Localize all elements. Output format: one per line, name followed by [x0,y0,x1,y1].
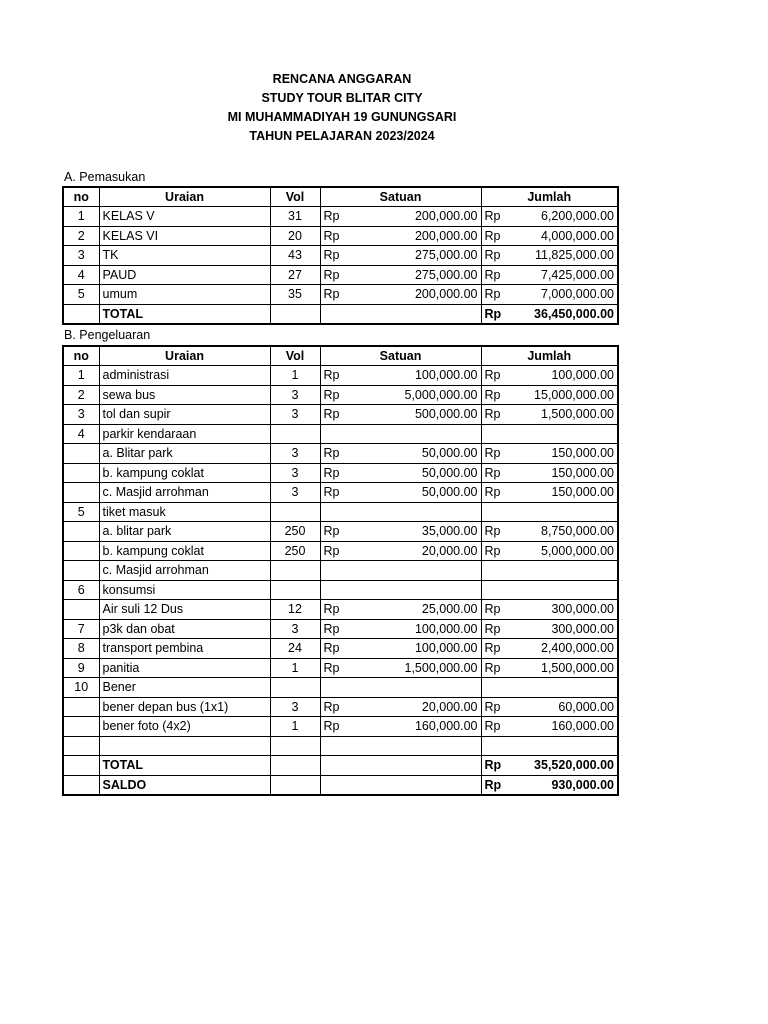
cell-uraian: bener depan bus (1x1) [99,697,270,717]
cell-satuan-currency: Rp [320,385,358,405]
cell-satuan: 50,000.00 [358,444,481,464]
cell-jumlah-currency: Rp [481,697,517,717]
cell-satuan-currency [320,502,358,522]
cell-jumlah-currency: Rp [481,366,517,386]
cell-jumlah-currency: Rp [481,658,517,678]
cell-jumlah: 60,000.00 [517,697,618,717]
table-row [63,483,618,503]
table-row [63,600,618,620]
cell-satuan-currency: Rp [320,463,358,483]
cell-vol [270,736,320,756]
cell-jumlah-currency: Rp [481,226,517,246]
cell-jumlah-currency: Rp [481,619,517,639]
cell-no [63,756,99,776]
cell-no: 4 [63,265,99,285]
cell-no: 2 [63,226,99,246]
cell-no: 6 [63,580,99,600]
section-label-pengeluaran: B. Pengeluaran [64,328,151,342]
cell-vol [270,502,320,522]
cell-uraian: tol dan supir [99,405,270,425]
cell-satuan: 100,000.00 [358,619,481,639]
pemasukan-table [62,186,619,325]
table-row [63,697,618,717]
table-row [63,424,618,444]
cell-satuan-currency: Rp [320,600,358,620]
cell-no [63,444,99,464]
col-header-jumlah: Jumlah [481,187,618,207]
cell-satuan-currency [320,736,358,756]
cell-satuan-currency: Rp [320,285,358,305]
title-line-4: TAHUN PELAJARAN 2023/2024 [249,129,435,143]
cell-uraian: transport pembina [99,639,270,659]
cell-jumlah: 7,000,000.00 [517,285,618,305]
cell-jumlah-currency: Rp [481,246,517,266]
cell-jumlah: 1,500,000.00 [517,658,618,678]
table-row [63,658,618,678]
cell-vol: 27 [270,265,320,285]
cell-satuan [320,304,481,324]
cell-uraian: p3k dan obat [99,619,270,639]
cell-jumlah: 160,000.00 [517,717,618,737]
pengeluaran-total-row [63,756,618,776]
cell-vol [270,580,320,600]
title-line-1: RENCANA ANGGARAN [272,72,412,86]
cell-jumlah-currency: Rp [481,385,517,405]
cell-satuan [358,580,481,600]
cell-no [63,600,99,620]
col-header-no: no [63,346,99,366]
cell-jumlah-currency [481,580,517,600]
cell-jumlah-currency: Rp [481,522,517,542]
cell-satuan-currency [320,678,358,698]
cell-satuan-currency: Rp [320,246,358,266]
cell-uraian: KELAS VI [99,226,270,246]
table-row [63,502,618,522]
cell-no: 5 [63,285,99,305]
cell-no: 9 [63,658,99,678]
pemasukan-total-row [63,304,618,324]
cell-satuan-currency: Rp [320,366,358,386]
cell-vol [270,304,320,324]
cell-no: 3 [63,405,99,425]
cell-jumlah-currency: Rp [481,463,517,483]
cell-vol: 3 [270,697,320,717]
document-title-block [0,70,684,146]
cell-jumlah: 15,000,000.00 [517,385,618,405]
cell-satuan [320,775,481,795]
cell-vol: 31 [270,207,320,227]
saldo-row [63,775,618,795]
total-currency: Rp [481,304,517,324]
cell-satuan-currency: Rp [320,226,358,246]
cell-satuan: 200,000.00 [358,285,481,305]
cell-no [63,561,99,581]
cell-jumlah-currency [481,678,517,698]
cell-satuan: 20,000.00 [358,697,481,717]
cell-satuan-currency: Rp [320,619,358,639]
saldo-label: SALDO [99,775,270,795]
cell-satuan: 35,000.00 [358,522,481,542]
cell-jumlah: 150,000.00 [517,444,618,464]
cell-jumlah-currency [481,561,517,581]
table-row [63,366,618,386]
cell-satuan-currency: Rp [320,522,358,542]
cell-uraian: parkir kendaraan [99,424,270,444]
cell-uraian: panitia [99,658,270,678]
cell-vol: 3 [270,483,320,503]
table-row [63,678,618,698]
cell-uraian: administrasi [99,366,270,386]
cell-satuan-currency: Rp [320,405,358,425]
cell-uraian: a. blitar park [99,522,270,542]
cell-jumlah-currency [481,424,517,444]
total-label: TOTAL [99,304,270,324]
cell-satuan-currency [320,580,358,600]
cell-vol: 20 [270,226,320,246]
cell-uraian: KELAS V [99,207,270,227]
cell-satuan [358,561,481,581]
title-line-3: MI MUHAMMADIYAH 19 GUNUNGSARI [227,110,457,124]
table-row [63,717,618,737]
cell-satuan: 50,000.00 [358,483,481,503]
cell-jumlah: 11,825,000.00 [517,246,618,266]
cell-satuan-currency: Rp [320,717,358,737]
cell-vol: 250 [270,541,320,561]
cell-jumlah [517,502,618,522]
cell-satuan: 200,000.00 [358,207,481,227]
cell-uraian: c. Masjid arrohman [99,483,270,503]
cell-satuan-currency: Rp [320,483,358,503]
cell-jumlah: 300,000.00 [517,619,618,639]
cell-no [63,463,99,483]
cell-jumlah: 150,000.00 [517,483,618,503]
cell-uraian: tiket masuk [99,502,270,522]
cell-satuan: 5,000,000.00 [358,385,481,405]
pemasukan-header-row [63,187,618,207]
cell-uraian [99,736,270,756]
cell-uraian: sewa bus [99,385,270,405]
cell-satuan-currency [320,424,358,444]
cell-jumlah: 4,000,000.00 [517,226,618,246]
cell-satuan: 20,000.00 [358,541,481,561]
col-header-uraian: Uraian [99,187,270,207]
cell-vol [270,775,320,795]
pengeluaran-table [62,345,619,796]
cell-uraian: a. Blitar park [99,444,270,464]
cell-vol: 35 [270,285,320,305]
table-row [63,522,618,542]
cell-satuan: 1,500,000.00 [358,658,481,678]
cell-satuan [358,424,481,444]
cell-jumlah: 150,000.00 [517,463,618,483]
cell-jumlah: 6,200,000.00 [517,207,618,227]
cell-satuan: 275,000.00 [358,246,481,266]
cell-uraian: b. kampung coklat [99,541,270,561]
col-header-no: no [63,187,99,207]
col-header-jumlah: Jumlah [481,346,618,366]
cell-uraian: PAUD [99,265,270,285]
cell-vol: 12 [270,600,320,620]
table-row [63,580,618,600]
table-row [63,541,618,561]
col-header-satuan: Satuan [320,346,481,366]
table-row [63,405,618,425]
cell-no [63,522,99,542]
cell-jumlah-currency: Rp [481,285,517,305]
cell-no: 1 [63,207,99,227]
cell-satuan-currency: Rp [320,658,358,678]
cell-satuan-currency [320,561,358,581]
cell-vol [270,424,320,444]
pengeluaran-header-row [63,346,618,366]
cell-satuan [358,736,481,756]
cell-uraian: Bener [99,678,270,698]
table-row [63,619,618,639]
table-row [63,463,618,483]
total-amount: 35,520,000.00 [517,756,618,776]
cell-satuan [320,756,481,776]
cell-no [63,697,99,717]
cell-jumlah: 1,500,000.00 [517,405,618,425]
total-amount: 36,450,000.00 [517,304,618,324]
section-label-pemasukan: A. Pemasukan [64,170,146,184]
cell-satuan: 275,000.00 [358,265,481,285]
cell-no: 4 [63,424,99,444]
cell-no [63,775,99,795]
table-row [63,207,618,227]
col-header-satuan: Satuan [320,187,481,207]
cell-no: 10 [63,678,99,698]
cell-uraian: Air suli 12 Dus [99,600,270,620]
cell-jumlah-currency: Rp [481,444,517,464]
cell-jumlah-currency: Rp [481,483,517,503]
cell-no: 7 [63,619,99,639]
cell-satuan-currency: Rp [320,541,358,561]
cell-vol: 250 [270,522,320,542]
cell-uraian: umum [99,285,270,305]
cell-jumlah-currency: Rp [481,600,517,620]
cell-jumlah-currency [481,736,517,756]
cell-uraian: TK [99,246,270,266]
cell-vol: 1 [270,366,320,386]
cell-no [63,717,99,737]
cell-jumlah-currency: Rp [481,265,517,285]
cell-no: 5 [63,502,99,522]
cell-no: 8 [63,639,99,659]
cell-satuan: 500,000.00 [358,405,481,425]
cell-no [63,304,99,324]
cell-uraian: bener foto (4x2) [99,717,270,737]
total-label: TOTAL [99,756,270,776]
cell-satuan: 160,000.00 [358,717,481,737]
total-currency: Rp [481,756,517,776]
cell-jumlah-currency: Rp [481,405,517,425]
col-header-uraian: Uraian [99,346,270,366]
saldo-currency: Rp [481,775,517,795]
cell-jumlah: 100,000.00 [517,366,618,386]
cell-jumlah: 7,425,000.00 [517,265,618,285]
cell-satuan: 200,000.00 [358,226,481,246]
cell-vol [270,756,320,776]
cell-vol: 24 [270,639,320,659]
col-header-vol: Vol [270,187,320,207]
cell-uraian: konsumsi [99,580,270,600]
cell-satuan-currency: Rp [320,697,358,717]
table-row [63,265,618,285]
cell-satuan: 50,000.00 [358,463,481,483]
col-header-vol: Vol [270,346,320,366]
cell-jumlah: 2,400,000.00 [517,639,618,659]
cell-vol: 3 [270,405,320,425]
cell-jumlah [517,561,618,581]
cell-satuan: 25,000.00 [358,600,481,620]
cell-satuan-currency: Rp [320,265,358,285]
cell-satuan-currency: Rp [320,207,358,227]
cell-uraian: c. Masjid arrohman [99,561,270,581]
cell-vol [270,561,320,581]
cell-vol: 3 [270,619,320,639]
cell-jumlah: 8,750,000.00 [517,522,618,542]
cell-jumlah: 300,000.00 [517,600,618,620]
cell-satuan: 100,000.00 [358,366,481,386]
saldo-amount: 930,000.00 [517,775,618,795]
cell-jumlah-currency [481,502,517,522]
cell-vol: 3 [270,463,320,483]
cell-no [63,736,99,756]
cell-vol: 3 [270,444,320,464]
cell-jumlah [517,424,618,444]
cell-no [63,483,99,503]
cell-jumlah-currency: Rp [481,639,517,659]
cell-satuan [358,678,481,698]
cell-vol [270,678,320,698]
table-row [63,385,618,405]
cell-satuan: 100,000.00 [358,639,481,659]
table-row [63,736,618,756]
cell-jumlah [517,580,618,600]
cell-jumlah [517,678,618,698]
cell-uraian: b. kampung coklat [99,463,270,483]
table-row [63,639,618,659]
cell-jumlah [517,736,618,756]
cell-satuan-currency: Rp [320,444,358,464]
table-row [63,226,618,246]
table-row [63,444,618,464]
cell-vol: 1 [270,717,320,737]
cell-vol: 1 [270,658,320,678]
table-row [63,246,618,266]
cell-jumlah: 5,000,000.00 [517,541,618,561]
cell-jumlah-currency: Rp [481,541,517,561]
title-line-2: STUDY TOUR BLITAR CITY [261,91,423,105]
cell-satuan [358,502,481,522]
cell-no: 2 [63,385,99,405]
table-row [63,285,618,305]
cell-jumlah-currency: Rp [481,207,517,227]
table-row [63,561,618,581]
cell-no: 3 [63,246,99,266]
cell-vol: 3 [270,385,320,405]
cell-no: 1 [63,366,99,386]
cell-no [63,541,99,561]
cell-satuan-currency: Rp [320,639,358,659]
cell-jumlah-currency: Rp [481,717,517,737]
cell-vol: 43 [270,246,320,266]
